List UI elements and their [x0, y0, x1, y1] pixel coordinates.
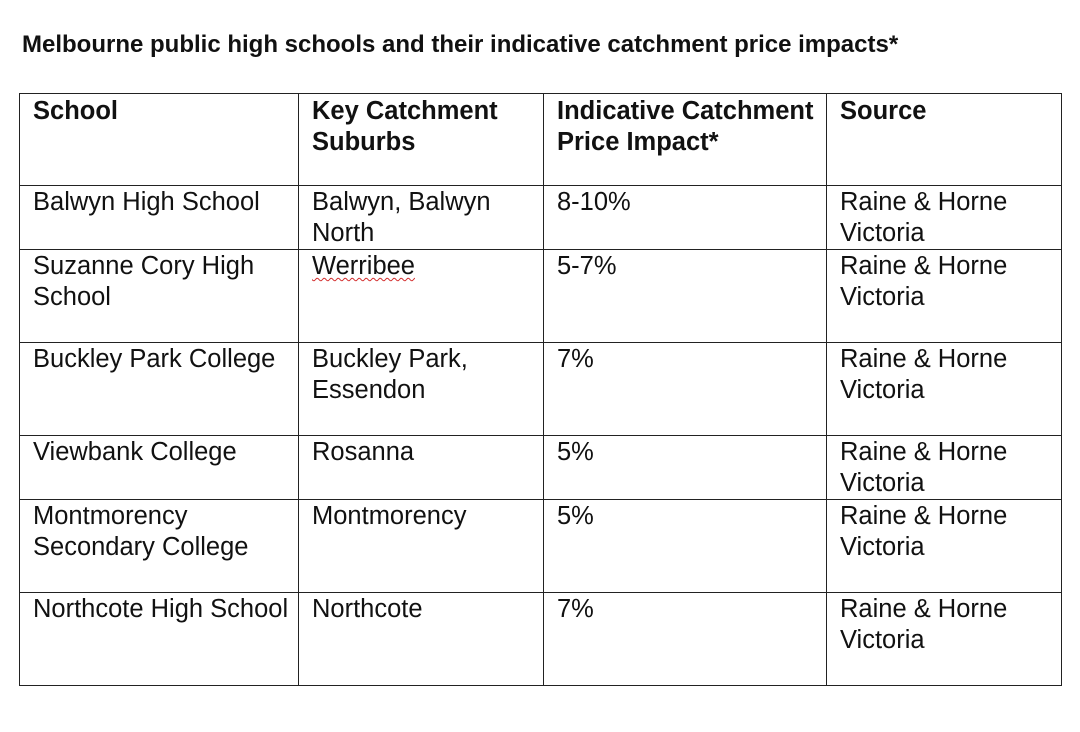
- cell-price-impact: 5%: [544, 500, 827, 593]
- cell-school: Viewbank College: [20, 436, 299, 500]
- cell-suburbs: Rosanna: [299, 436, 544, 500]
- cell-school: Buckley Park College: [20, 343, 299, 436]
- cell-school: Montmorency Secondary College: [20, 500, 299, 593]
- table-row: [20, 436, 1062, 500]
- cell-source: Raine & Horne Victoria: [827, 593, 1062, 686]
- cell-price-impact: 7%: [544, 343, 827, 436]
- cell-school: Balwyn High School: [20, 186, 299, 250]
- table-row: [20, 500, 1062, 593]
- cell-school: Suzanne Cory High School: [20, 250, 299, 343]
- cell-source: Raine & Horne Victoria: [827, 186, 1062, 250]
- cell-school: Northcote High School: [20, 593, 299, 686]
- cell-source: Raine & Horne Victoria: [827, 500, 1062, 593]
- cell-suburbs: Balwyn, Balwyn North: [299, 186, 544, 250]
- table-header-row: [20, 94, 1062, 186]
- misspelled-word: Werribee: [312, 252, 415, 280]
- cell-suburbs: Montmorency: [299, 500, 544, 593]
- table-row: [20, 593, 1062, 686]
- cell-source: Raine & Horne Victoria: [827, 343, 1062, 436]
- cell-source: Raine & Horne Victoria: [827, 250, 1062, 343]
- cell-suburbs: [299, 250, 544, 343]
- header-key-catchment-suburbs: Key Catchment Suburbs: [299, 94, 544, 186]
- cell-price-impact: 7%: [544, 593, 827, 686]
- header-source: Source: [827, 94, 1062, 186]
- cell-price-impact: 5%: [544, 436, 827, 500]
- table-row: [20, 186, 1062, 250]
- cell-price-impact: 8-10%: [544, 186, 827, 250]
- cell-price-impact: 5-7%: [544, 250, 827, 343]
- header-indicative-price-impact: Indicative Catchment Price Impact*: [544, 94, 827, 186]
- cell-source: Raine & Horne Victoria: [827, 436, 1062, 500]
- table-row: [20, 250, 1062, 343]
- cell-suburbs: Buckley Park, Essendon: [299, 343, 544, 436]
- header-school: School: [20, 94, 299, 186]
- table-row: [20, 343, 1062, 436]
- catchment-table: [19, 93, 1062, 686]
- document-title: Melbourne public high schools and their indicative catchment price impacts*: [22, 31, 899, 58]
- cell-suburbs: Northcote: [299, 593, 544, 686]
